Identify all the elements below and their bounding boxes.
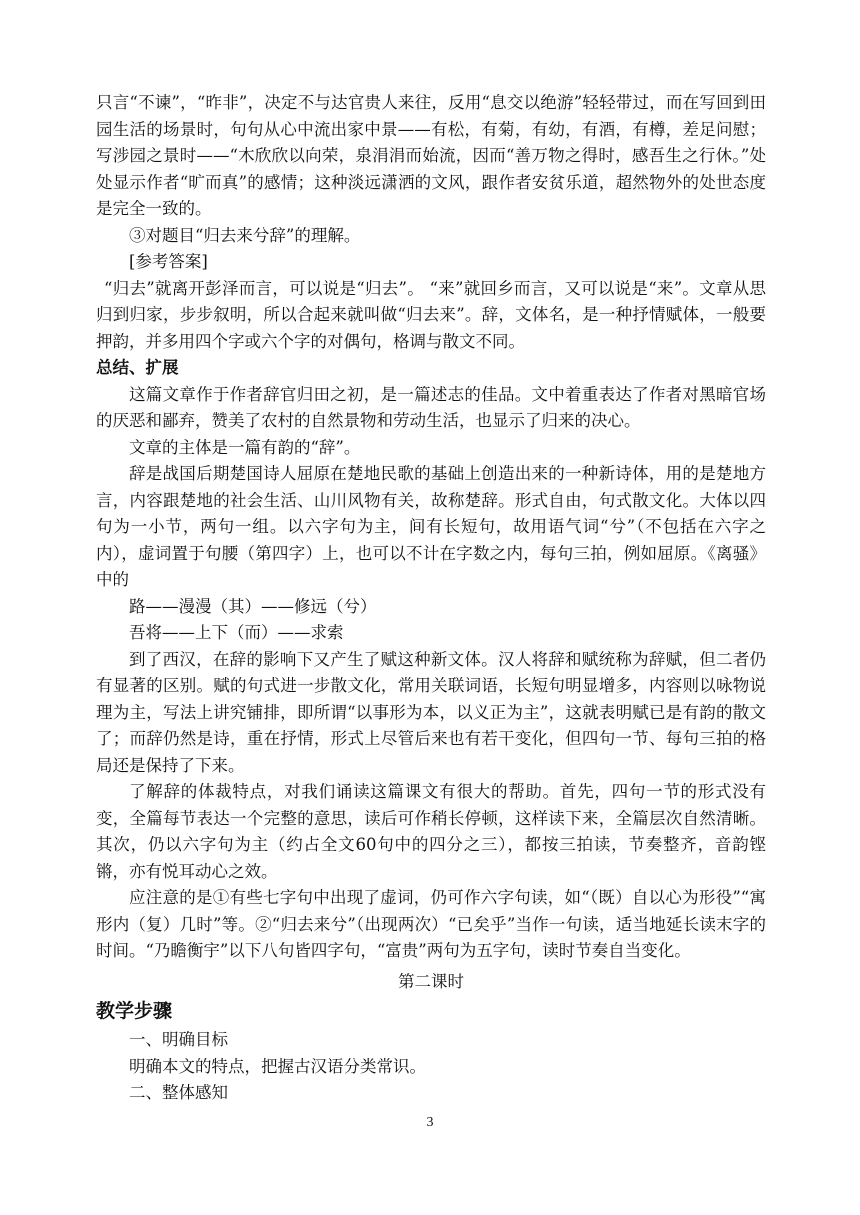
step-1-heading: 一、明确目标 [129, 1030, 228, 1049]
section-heading-steps: 教学步骤 [96, 1000, 173, 1022]
paragraph-fu: 到了西汉，在辞的影响下又产生了赋这种新文体。汉人将辞和赋统称为辞赋，但二者仍有显著的区别。赋的句式进一步散文化，常用关联词语，长短句明显增多，内容则以咏物说理为主，写法上讲究铺排，即所谓“以事形为本，以义正为主”，这就表明赋已是有韵的散文了；而辞仍然是诗，重在抒情，形式上尽管后来也有若干变化，但四句一节、每句三拍的格局还是保持了下来。 [96, 649, 766, 775]
lesson-title: 第二课时 [398, 971, 464, 991]
question-3: ③对题目“归去来兮辞”的理解。 [129, 225, 361, 245]
section-heading-summary: 总结、扩展 [96, 358, 179, 377]
paragraph-reading: 了解辞的体裁特点，对我们诵读这篇课文有很大的帮助。首先，四句一节的形式没有变，全篇每节表达一个完整的意思，读后可作稍长停顿，这样读下来，全篇层次自然清晰。其次，仍以六字句为主（约占全文60句中的四分之三），都按三拍读，节奏整齐，音韵铿锵，亦有悦耳动心之效。 [96, 782, 766, 881]
paragraph-notes: 应注意的是①有些七字句中出现了虚词，仍可作六字句读，如“（既）自以心为形役”“寓形内（复）几时”等。②“归去来兮”（出现两次）“已矣乎”当作一句读，适当地延长读末字的时间。“乃瞻衡宇”以下八句皆四字句，“富贵”两句为五字句，读时节奏自当变化。 [96, 888, 766, 960]
page-number: 3 [426, 1115, 434, 1130]
paragraph-ci-definition: 辞是战国后期楚国诗人屈原在楚地民歌的基础上创造出来的一种新诗体，用的是楚地方言，内容跟楚地的社会生活、山川风物有关，故称楚辞。形式自由，句式散文化。大体以四句为一小节，两句一组。以六字句为主，间有长短句，故用语气词“兮”（不包括在六字之内），虚词置于句腰（第四字）上，也可以不计在字数之内，每句三拍，例如屈原。《离骚》中的 [96, 464, 766, 589]
paragraph-ci-intro: 文章的主体是一篇有韵的“辞”。 [129, 437, 361, 457]
step-2-heading: 二、整体感知 [129, 1083, 228, 1102]
paragraph-intro: 只言“不谏”，“昨非”，决定不与达官贵人来往，反用“息交以绝游”轻轻带过，而在写回到田园生活的场景时，句句从心中流出家中景——有松，有菊，有幼，有酒，有樽，差足问慰；写涉园之景时——“木欣欣以向荣，泉涓涓而始流，因而“善万物之得时，感吾生之行休。”处处显示作者“旷而真”的感情；这种淡远潇洒的文风，跟作者安贫乐道，超然物外的处世态度是完全一致的。 [96, 93, 766, 218]
page-content [96, 90, 766, 1107]
paragraph-summary: 这篇文章作于作者辞官归田之初，是一篇述志的佳品。文中着重表达了作者对黑暗官场的厌恶和鄙弃，赞美了农村的自然景物和劳动生活，也显示了归来的决心。 [96, 384, 766, 430]
reference-answer: “归去”就离开彭泽而言，可以说是“归去”。 “来”就回乡而言，又可以说是“来”。文章从思归到归家，步步叙明，所以合起来就叫做“归去来”。辞，文体名，是一种抒情赋体，一般要押韵，并多用四个字或六个字的对偶句，格调与散文不同。 [96, 278, 766, 351]
example-line-2: 吾将——上下（而）——求索 [129, 623, 344, 642]
reference-answer-label: [参考答案] [129, 252, 208, 271]
example-line-1: 路——漫漫（其）——修远（兮） [129, 596, 377, 616]
step-1-text: 明确本文的特点，把握古汉语分类常识。 [129, 1056, 426, 1076]
